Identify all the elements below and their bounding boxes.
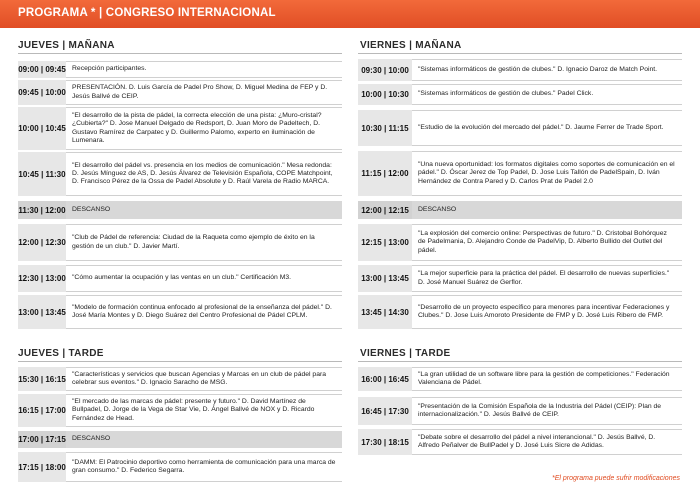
row-description: DESCANSO: [412, 201, 682, 219]
row-time: 09:00 | 09:45: [18, 61, 66, 78]
row-description: "Presentación de la Comisión Española de la Industria del Pádel (CEIP): Plan de internacionalización." D. Jesús Ballvé de CEIP.: [412, 397, 682, 425]
row-description: "La explosión del comercio online: Perspectivas de futuro." D. Cristobal Bohórquez de Padelmania, D. Alejandro Conde de PadelVip, D. Alberto Bullido del Outlet del pádel.: [412, 224, 682, 261]
row-time: 10:00 | 10:45: [18, 107, 66, 150]
row-description: "Modelo de formación continua enfocado al profesional de la enseñanza del pádel." D. José María Montes y D. Diego Suárez del Centro Profesional de Pádel CPLM.: [66, 295, 342, 329]
row-time: 13:45 | 14:30: [358, 295, 412, 329]
row-time: 16:45 | 17:30: [358, 397, 412, 425]
row-time: 17:00 | 17:15: [18, 431, 66, 448]
row-time: 12:00 | 12:15: [358, 201, 412, 219]
section-title-viernes-manana: VIERNES | MAÑANA: [360, 40, 462, 51]
row-time: 13:00 | 13:45: [358, 265, 412, 292]
row-description: "DAMM: El Patrocinio deportivo como herramienta de comunicación para una marca de gran consumo." D. Federico Segarra.: [66, 452, 342, 482]
row-time: 09:30 | 10:00: [358, 59, 412, 81]
schedule-row: [18, 265, 342, 292]
row-description: "Características y servicios que buscan Agencias y Marcas en un club de pádel para celebrar sus eventos." D. Ignacio Saracho de MSG.: [66, 367, 342, 391]
schedule-row: [358, 110, 682, 146]
row-description: "El desarrollo de la pista de pádel, la correcta elección de una pista: ¿Muro-cristal? ¿Cubierta?" D. Jose Manuel Delgado de Redsport, D. Juan Moro de Padeltech, D. Gustavo Ramírez de Carpatec y D. Guillermo Palomo, experto en iluminación de Lumenara.: [66, 107, 342, 150]
row-description: "Desarrollo de un proyecto específico para menores para incentivar Federaciones y Clubes." D. Jose Luis Amoroto Presidente de FMP y D. José Luis Ribero de FMP.: [412, 295, 682, 329]
schedule-row: [18, 152, 342, 196]
row-description: "Sistemas informáticos de gestión de clubes." D. Ignacio Daroz de Match Point.: [412, 59, 682, 81]
row-description: DESCANSO: [66, 431, 342, 448]
row-description: "El mercado de las marcas de pádel: presente y futuro." D. David Martínez de Bullpadel, D. Jorge de la Vega de Star Vie, D. Ángel Ballvé de NOX y D. Ricardo Fernández de Head.: [66, 394, 342, 427]
schedule-row: [18, 295, 342, 329]
row-time: 10:00 | 10:30: [358, 84, 412, 105]
row-time: 11:15 | 12:00: [358, 151, 412, 196]
schedule-row-break: [358, 201, 682, 219]
schedule-row: [358, 151, 682, 196]
section-divider: [358, 361, 682, 362]
row-time: 17:15 | 18:00: [18, 452, 66, 482]
schedule-row: [358, 295, 682, 329]
row-description: "La mejor superficie para la práctica del pádel. El desarrollo de nuevas superficies." D. José Manuel Suárez de Gerflor.: [412, 265, 682, 292]
row-time: 16:00 | 16:45: [358, 367, 412, 391]
program-banner: [0, 0, 700, 28]
schedule-row: [18, 224, 342, 261]
schedule-row: [18, 107, 342, 150]
row-description: DESCANSO: [66, 201, 342, 219]
row-time: 12:30 | 13:00: [18, 265, 66, 292]
row-description: "El desarrollo del pádel vs. presencia en los medios de comunicación." Mesa redonda: D. Jesús Mínguez de AS, D. Jesús Álvarez de Televisión Española, COPE Matchpoint, D. Francisco Pérez de la Ossa de Padel Absolute y D. Raúl Varela de Radio MARCA.: [66, 152, 342, 196]
section-divider: [358, 53, 682, 54]
schedule-row: [358, 265, 682, 292]
row-time: 11:30 | 12:00: [18, 201, 66, 219]
section-title-jueves-manana: JUEVES | MAÑANA: [18, 40, 115, 51]
row-description: "Sistemas informáticos de gestión de clubes." Padel Click.: [412, 84, 682, 105]
row-description: "Cómo aumentar la ocupación y las ventas en un club." Certificación M3.: [66, 265, 342, 292]
schedule-row: [358, 59, 682, 81]
schedule-row-break: [18, 431, 342, 448]
row-time: 09:45 | 10:00: [18, 80, 66, 105]
schedule-row-break: [18, 201, 342, 219]
schedule-row: [358, 367, 682, 391]
row-time: 16:15 | 17:00: [18, 394, 66, 427]
schedule-row: [18, 452, 342, 482]
row-time: 10:45 | 11:30: [18, 152, 66, 196]
row-time: 12:00 | 12:30: [18, 224, 66, 261]
schedule-row: [18, 61, 342, 78]
row-time: 13:00 | 13:45: [18, 295, 66, 329]
row-time: 17:30 | 18:15: [358, 429, 412, 455]
row-description: "La gran utilidad de un software libre para la gestión de competiciones." Federación Valenciana de Pádel.: [412, 367, 682, 391]
row-description: Recepción participantes.: [66, 61, 342, 78]
schedule-row: [358, 429, 682, 455]
section-divider: [18, 53, 342, 54]
schedule-row: [18, 394, 342, 427]
row-description: "Estudio de la evolución del mercado del pádel." D. Jaume Ferrer de Trade Sport.: [412, 110, 682, 146]
schedule-row: [18, 80, 342, 105]
row-description: "Club de Pádel de referencia: Ciudad de la Raqueta como ejemplo de éxito en la gestión de un club." D. Javier Martí.: [66, 224, 342, 261]
row-time: 12:15 | 13:00: [358, 224, 412, 261]
program-title: PROGRAMA * | CONGRESO INTERNACIONAL: [18, 7, 276, 19]
section-divider: [18, 361, 342, 362]
schedule-row: [18, 367, 342, 391]
row-time: 10:30 | 11:15: [358, 110, 412, 146]
schedule-row: [358, 84, 682, 105]
modifications-note: *El programa puede sufrir modificaciones: [551, 475, 680, 482]
row-time: 15:30 | 16:15: [18, 367, 66, 391]
row-description: "Debate sobre el desarrollo del pádel a nivel interancional." D. Jesús Ballvé, D. Alfredo Peñalver de BullPadel y D. José Luis Sicre de Adidas.: [412, 429, 682, 455]
row-description: PRESENTACIÓN. D. Luis García de Padel Pro Show, D. Miguel Medina de FEP y D. Jesús Ballvé de CEIP.: [66, 80, 342, 105]
schedule-row: [358, 397, 682, 425]
schedule-row: [358, 224, 682, 261]
row-description: "Una nueva oportunidad: los formatos digitales como soportes de comunicación en el pádel." D. Óscar Jerez de Top Padel, D. Jose Luis Tallón de PadelSpain, D. Iván Hernández de Contra Pared y D. Carlos Prat de Padel 2.0: [412, 151, 682, 196]
section-title-viernes-tarde: VIERNES | TARDE: [360, 348, 451, 359]
section-title-jueves-tarde: JUEVES | TARDE: [18, 348, 104, 359]
